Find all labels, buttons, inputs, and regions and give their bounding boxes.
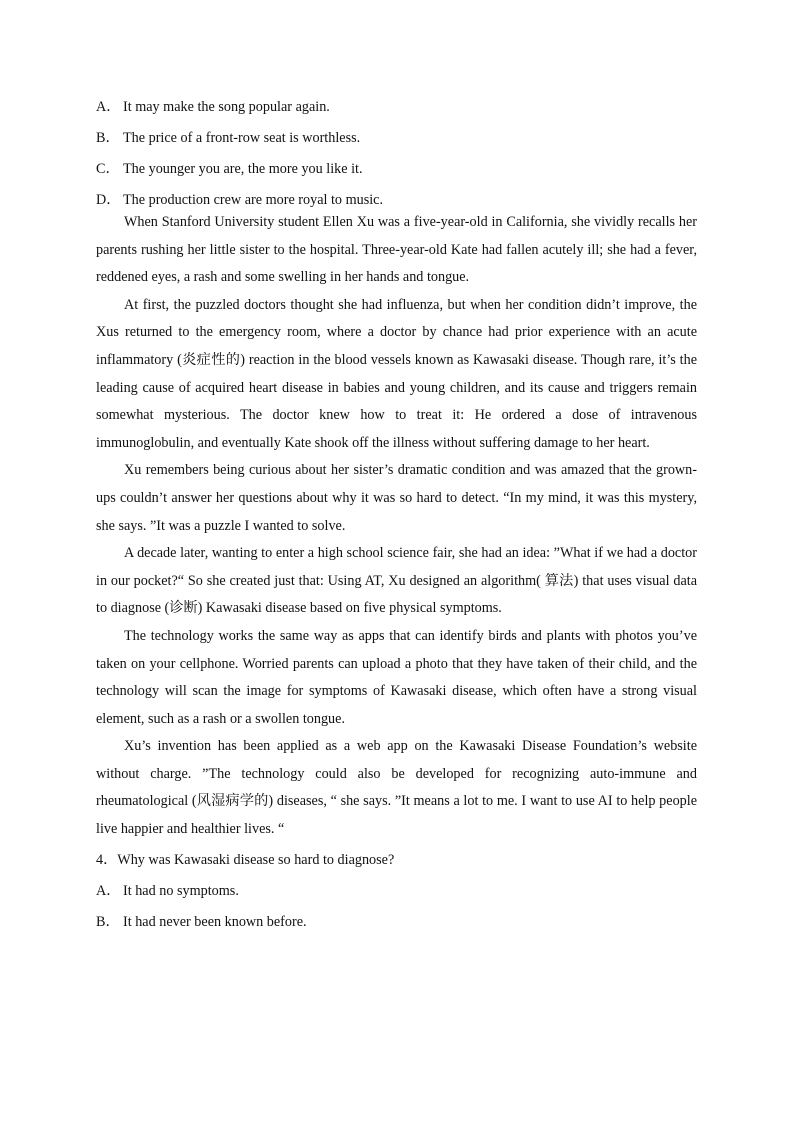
passage-paragraph: Xu’s invention has been applied as a web app on the Kawasaki Disease Foundation’s website without charge. ”The technology could also be developed for recognizing auto-immune and rheumatological (风湿病学的) diseases, “ she says. ”It means a lot to me. I want to use AI to help people live happier and healthier lives. “	[96, 738, 697, 838]
option-d	[96, 188, 697, 209]
option-letter: A．	[96, 99, 121, 115]
option-text: The younger you are, the more you like it.	[123, 161, 363, 177]
question-4-options	[96, 879, 697, 941]
option-text: The production crew are more royal to music.	[123, 192, 384, 208]
option-letter: B．	[96, 130, 120, 146]
option-text: It had no symptoms.	[123, 882, 239, 899]
passage-paragraph: A decade later, wanting to enter a high school science fair, she had an idea: ”What if we had a doctor in our pocket?“ So she created just that: Using AT, Xu designed an algorithm( 算法) that uses visual data to diagnose (诊断) Kawasaki disease based on five physical symptoms.	[96, 545, 697, 617]
option-letter: A．	[96, 882, 121, 899]
option-a	[96, 95, 697, 126]
passage-paragraph: At first, the puzzled doctors thought she had influenza, but when her condition didn’t improve, the Xus returned to the emergency room, where a doctor by chance had prior experience with an acute inflammatory (炎症性的) reaction in the blood vessels known as Kawasaki disease. Though rare, it’s the leading cause of acquired heart disease in babies and young children, and its cause and triggers remain somewhat mysterious. The doctor knew how to treat it: He ordered a dose of intravenous immunoglobulin, and eventually Kate shook off the illness without suffering damage to her heart.	[96, 296, 697, 451]
option-letter: D．	[96, 192, 121, 208]
option-text: The price of a front-row seat is worthless.	[123, 130, 361, 146]
option-text: It had never been known before.	[123, 913, 307, 930]
passage-paragraph: When Stanford University student Ellen Xu was a five-year-old in California, she vividly recalls her parents rushing her little sister to the hospital. Three-year-old Kate had fallen acutely ill; she had a fever, reddened eyes, a rash and some swelling in her hands and tongue.	[96, 214, 697, 286]
option-b	[96, 910, 697, 941]
option-letter: C．	[96, 161, 120, 177]
option-a	[96, 879, 697, 910]
option-c	[96, 157, 697, 188]
document-page	[96, 95, 697, 941]
question-text: Why was Kawasaki disease so hard to diagnose?	[117, 851, 395, 868]
option-letter: B．	[96, 913, 120, 930]
question-4	[96, 848, 697, 879]
passage-paragraph: The technology works the same way as apps that can identify birds and plants with photos you’ve taken on your cellphone. Worried parents can upload a photo that they have taken of their child, and the technology will scan the image for symptoms of Kawasaki disease, which often have a strong visual element, such as a rash or a swollen tongue.	[96, 627, 697, 727]
option-text: It may make the song popular again.	[123, 99, 330, 115]
option-b	[96, 126, 697, 157]
question-number: 4．	[96, 851, 118, 868]
passage-paragraph: Xu remembers being curious about her sister’s dramatic condition and was amazed that the grown-ups couldn’t answer her questions about why it was so hard to detect. “In my mind, it was this mystery, she says. ”It was a puzzle I wanted to solve.	[96, 462, 697, 534]
reading-passage	[96, 209, 697, 844]
previous-question-options	[96, 95, 697, 209]
